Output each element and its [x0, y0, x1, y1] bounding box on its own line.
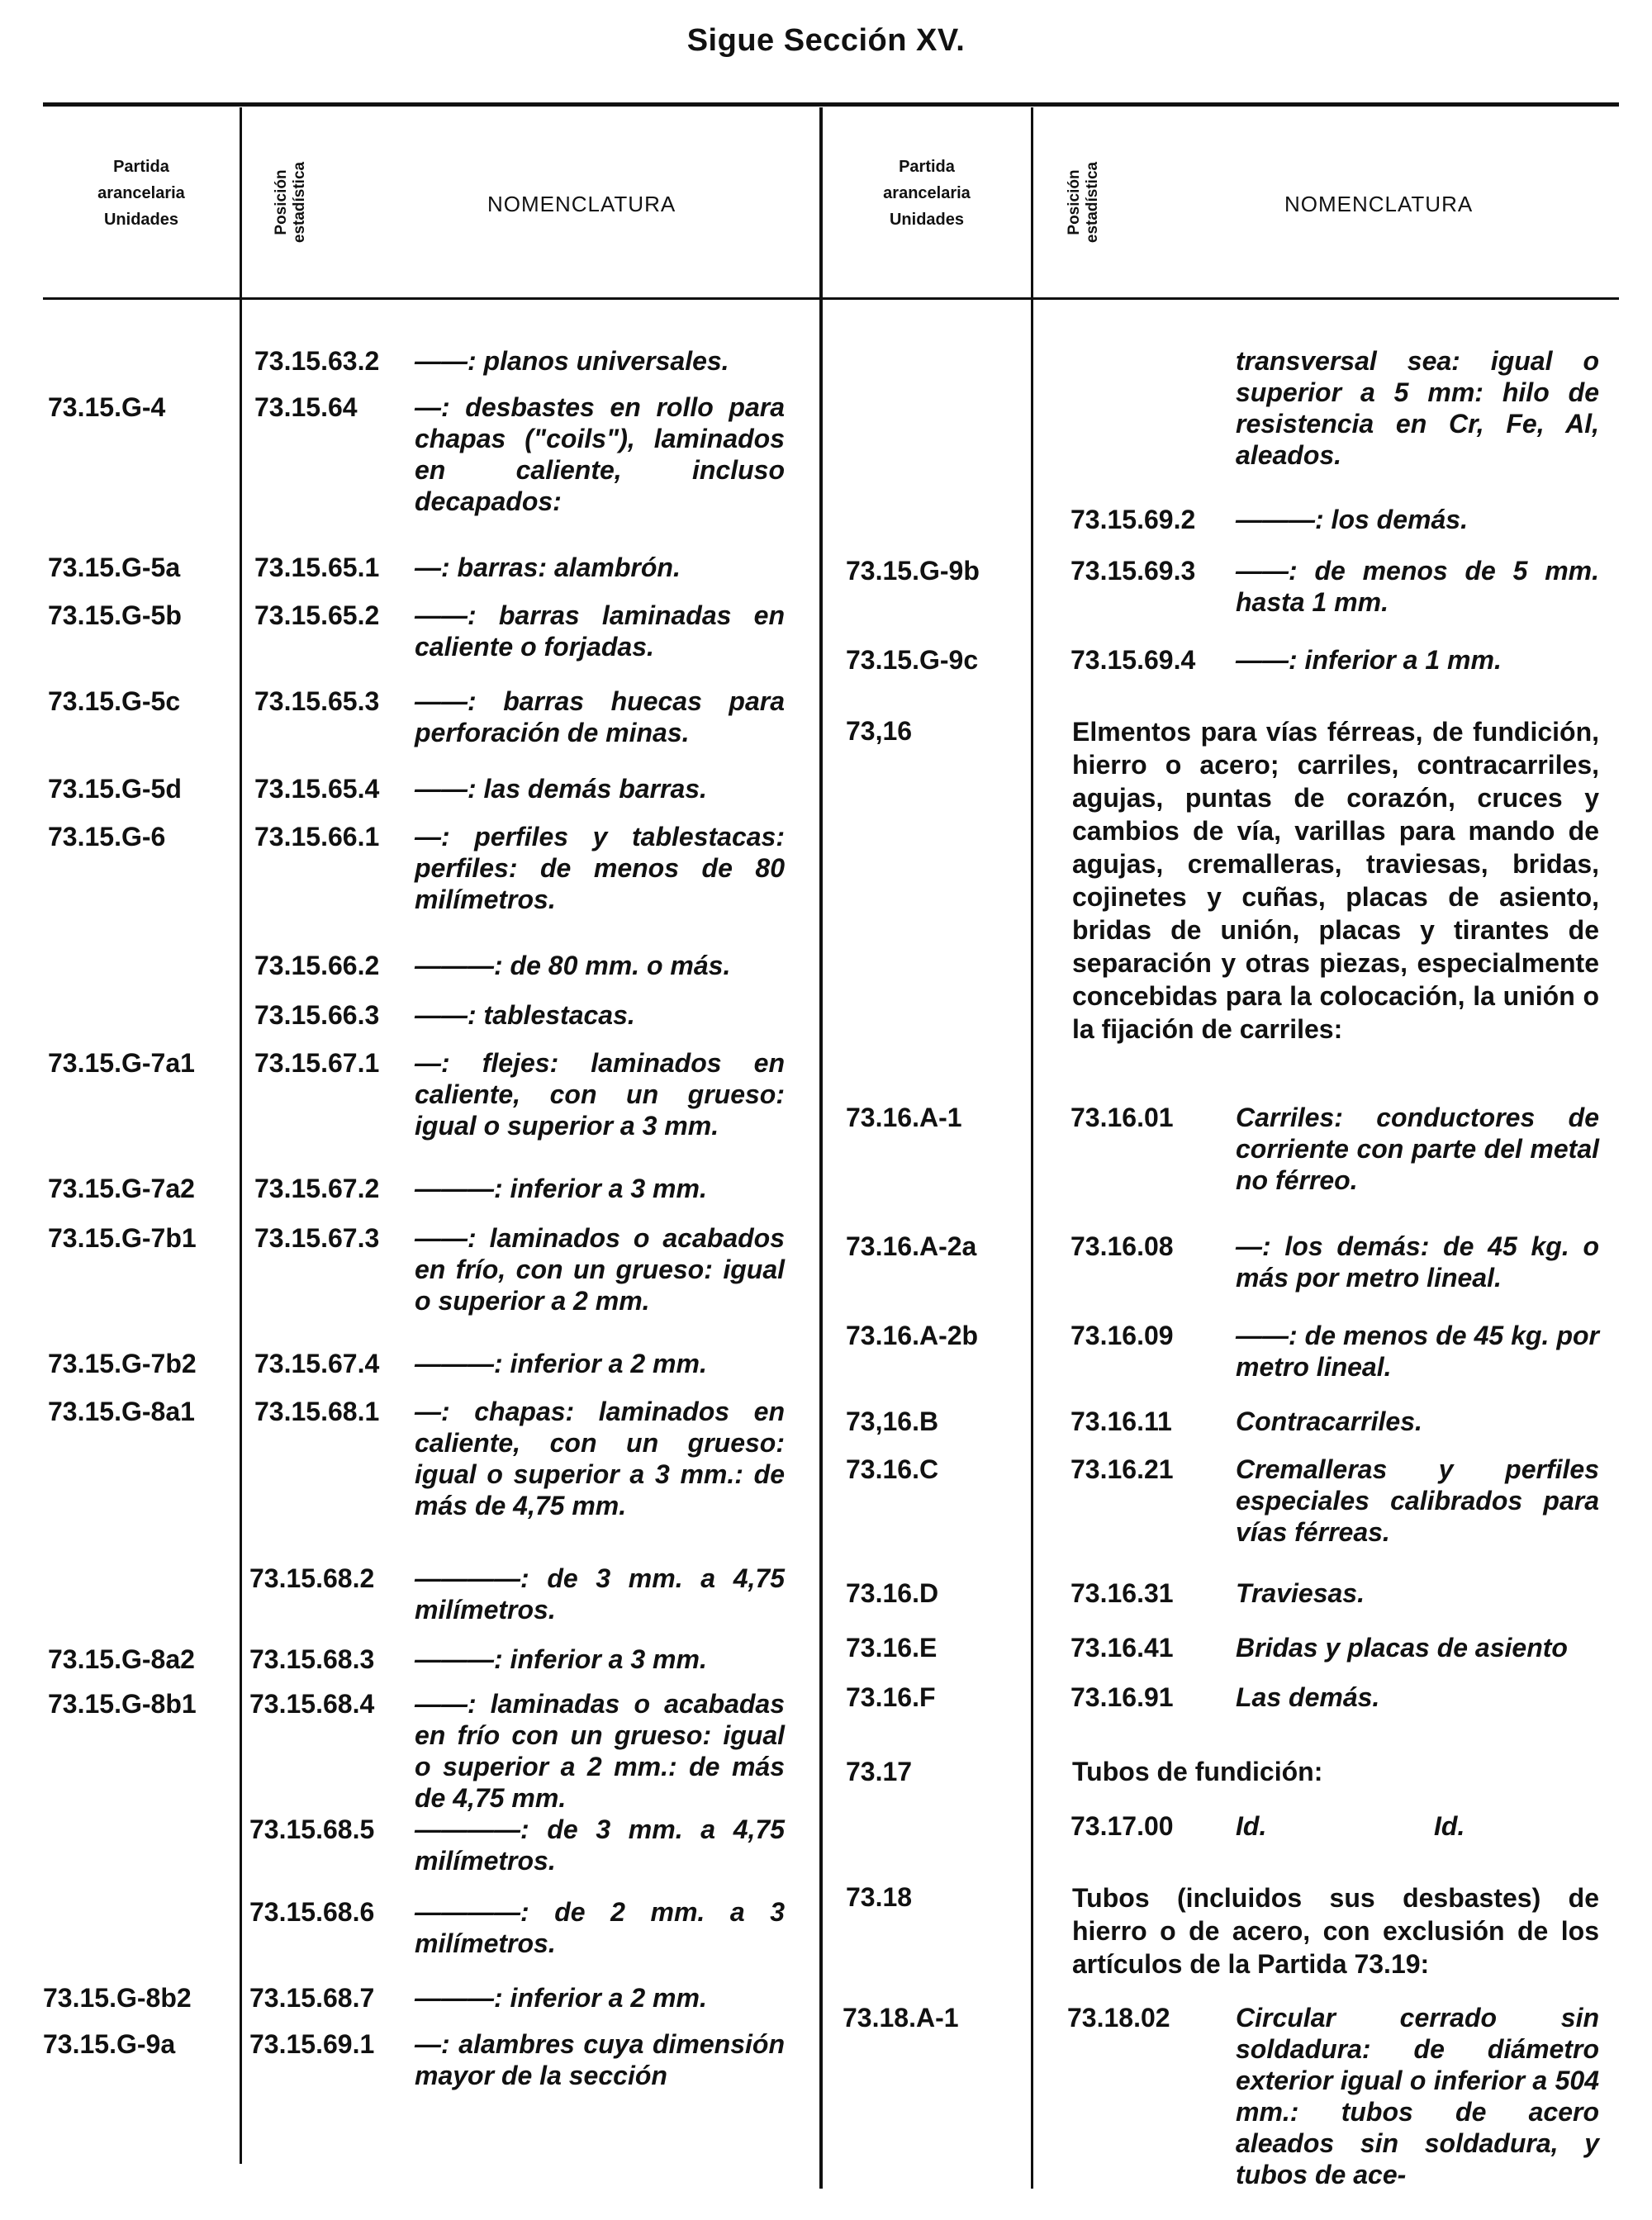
header-partida-right: Partida arancelaria Unidades — [883, 158, 971, 229]
column-divider-3 — [1031, 107, 1033, 2189]
column-divider-1 — [240, 107, 242, 2164]
table-top-rule — [43, 102, 1619, 107]
header-posicion-right: Posición estadística — [1066, 161, 1101, 244]
header-bottom-rule — [43, 297, 1619, 300]
header-nomenclatura-right: NOMENCLATURA — [1284, 192, 1474, 216]
header-partida-left: Partida arancelaria Unidades — [97, 158, 185, 229]
page-title: Sigue Sección XV. — [686, 23, 966, 58]
header-nomenclatura-left: NOMENCLATURA — [487, 192, 676, 216]
column-divider-2 — [819, 107, 823, 2189]
header-posicion-left: Posición estadística — [273, 161, 308, 244]
